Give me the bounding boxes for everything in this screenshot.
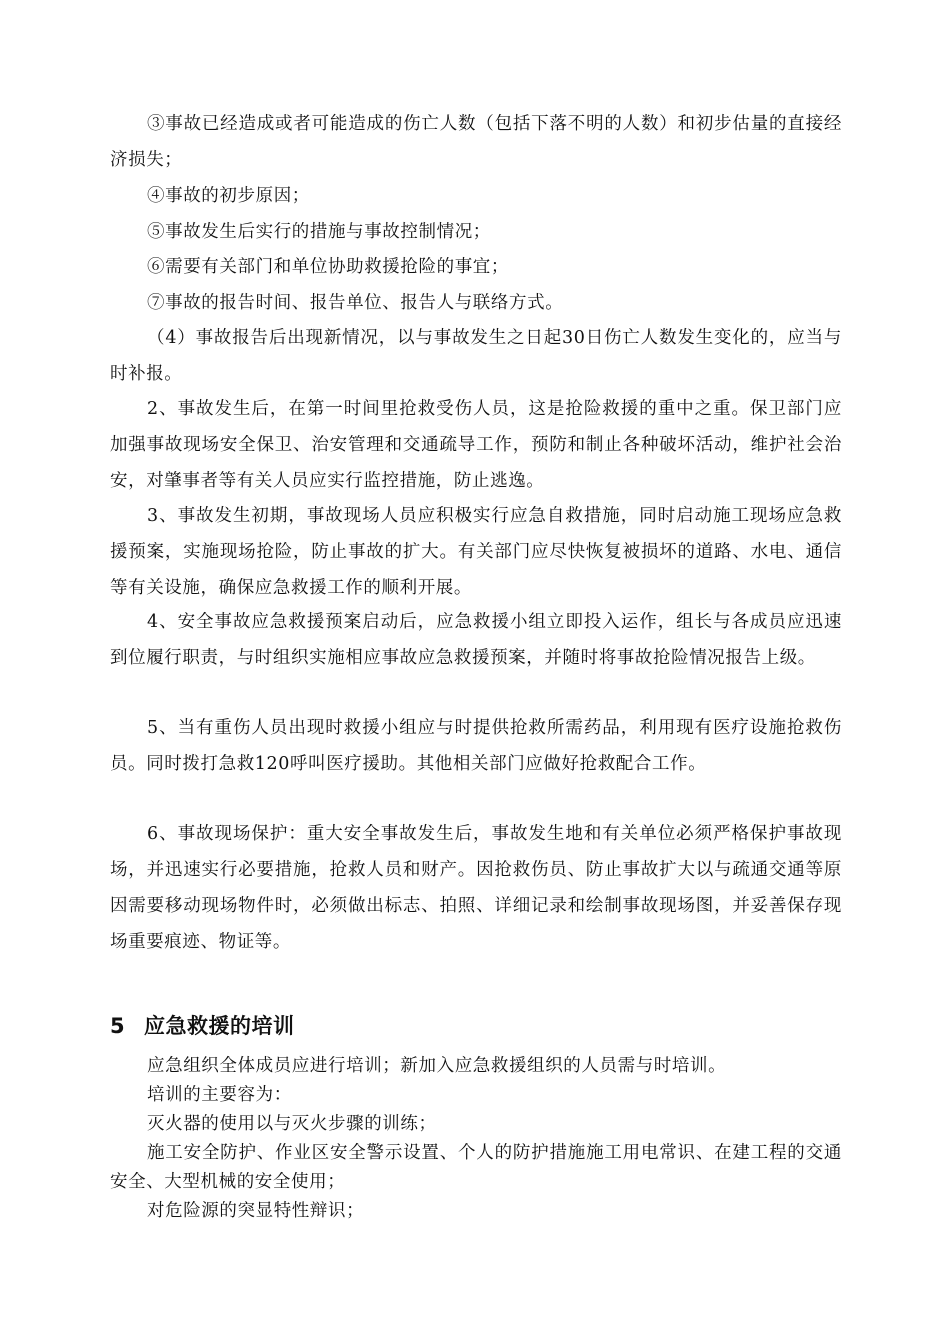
paragraph-supplementary-report: （4）事故报告后出现新情况，以与事故发生之日起30日伤亡人数发生变化的，应当与时补报。 (110, 328, 842, 384)
paragraph-rescue-injured: 2、事故发生后，在第一时间里抢救受伤人员，这是抢险救援的重中之重。保卫部门应加强事故现场安全保卫、治安管理和交通疏导工作，预防和制止各种破坏活动，维护社会治安，对肇事者等有关人员应实行监控措施，防止逃逸。 (110, 399, 842, 491)
paragraph-training-hazard-identification: 对危险源的突显特性辩识； (147, 1201, 365, 1221)
paragraph-plan-activation: 4、安全事故应急救援预案启动后，应急救援小组立即投入运作，组长与各成员应迅速到位履行职责，与时组织实施相应事故应急救援预案，并随时将事故抢险情况报告上级。 (110, 612, 842, 668)
section-heading (110, 1006, 295, 1046)
paragraph-preliminary-cause: ④事故的初步原因； (147, 186, 310, 206)
paragraph-training-content-intro: 培训的主要容为： (147, 1085, 292, 1105)
paragraph-initial-self-rescue: 3、事故发生初期，事故现场人员应积极实行应急自救措施，同时启动施工现场应急救援预案，实施现场抢险，防止事故的扩大。有关部门应尽快恢复被损坏的道路、水电、通信等有关设施，确保应急救援工作的顺利开展。 (110, 506, 842, 598)
paragraph-assistance-needed: ⑥需要有关部门和单位协助救援抢险的事宜； (147, 257, 509, 277)
paragraph-training-safety-protection: 施工安全防护、作业区安全警示设置、个人的防护措施施工用电常识、在建工程的交通安全、大型机械的安全使用； (110, 1143, 842, 1192)
paragraph-medical-aid: 5、当有重伤人员出现时救援小组应与时提供抢救所需药品，利用现有医疗设施抢救伤员。同时拨打急救120呼叫医疗援助。其他相关部门应做好抢救配合工作。 (110, 718, 842, 774)
paragraph-training-extinguisher: 灭火器的使用以与灭火步骤的训练； (147, 1114, 437, 1134)
paragraph-scene-protection: 6、事故现场保护：重大安全事故发生后，事故发生地和有关单位必须严格保护事故现场，并迅速实行必要措施，抢救人员和财产。因抢救伤员、防止事故扩大以与疏通交通等原因需要移动现场物件时，必须做出标志、拍照、详细记录和绘制事故现场图，并妥善保存现场重要痕迹、物证等。 (110, 824, 842, 952)
paragraph-measures-taken: ⑤事故发生后实行的措施与事故控制情况； (147, 222, 491, 242)
section-title: 应急救援的培训 (144, 1014, 295, 1038)
paragraph-casualties: ③事故已经造成或者可能造成的伤亡人数（包括下落不明的人数）和初步估量的直接经济损失； (110, 114, 842, 170)
paragraph-report-details: ⑦事故的报告时间、报告单位、报告人与联络方式。 (147, 293, 564, 313)
paragraph-training-all-members: 应急组织全体成员应进行培训；新加入应急救援组织的人员需与时培训。 (147, 1056, 727, 1076)
section-number: 5 (110, 1014, 126, 1038)
